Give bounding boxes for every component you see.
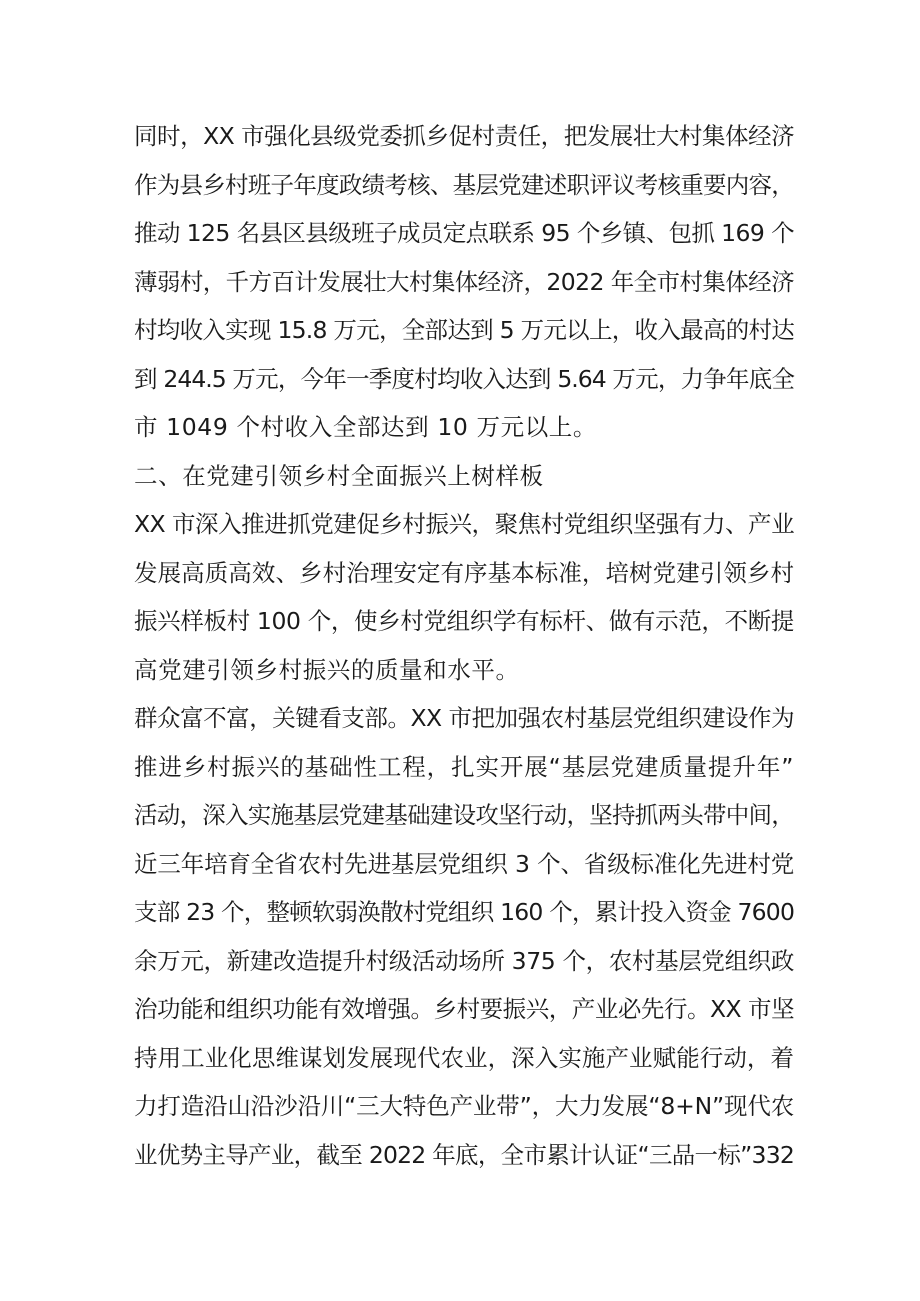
text-line: 力打造沿山沿沙沿川“三大特色产业带”，大力发展“8+N”现代农 (134, 1092, 794, 1120)
text-line: 村均收入实现 15.8 万元，全部达到 5 万元以上，收入最高的村达 (134, 316, 794, 344)
text-line: 治功能和组织功能有效增强。乡村要振兴，产业必先行。XX 市坚 (134, 995, 794, 1023)
text-line: 市 1049 个村收入全部达到 10 万元以上。 (134, 413, 597, 441)
text-line: 推进乡村振兴的基础性工程，扎实开展“基层党建质量提升年” (134, 752, 794, 781)
text-line: 业优势主导产业，截至 2022 年底，全市累计认证“三品一标”332 (134, 1140, 794, 1169)
text-line: 近三年培育全省农村先进基层党组织 3 个、省级标准化先进村党 (134, 849, 794, 878)
paragraph-model-villages (134, 500, 794, 694)
text-line: 到 244.5 万元，今年一季度村均收入达到 5.64 万元，力争年底全 (134, 364, 794, 393)
text-line: 持用工业化思维谋划发展现代农业，深入实施产业赋能行动，着 (134, 1043, 794, 1072)
document-body (134, 112, 794, 1179)
text-line: XX 市深入推进抓党建促乡村振兴，聚焦村党组织坚强有力、产业 (134, 510, 794, 538)
text-line: 高党建引领乡村振兴的质量和水平。 (134, 655, 520, 684)
text-line: 支部 23 个，整顿软弱涣散村党组织 160 个，累计投入资金 7600 (134, 898, 795, 926)
text-line: 振兴样板村 100 个，使乡村党组织学有标杆、做有示范，不断提 (134, 607, 794, 635)
text-line: 同时，XX 市强化县级党委抓乡促村责任，把发展壮大村集体经济 (134, 122, 794, 150)
heading-text: 二、在党建引领乡村全面振兴上树样板 (134, 461, 544, 490)
section-heading (134, 452, 794, 501)
text-line: 作为县乡村班子年度政绩考核、基层党建述职评议考核重要内容， (134, 170, 794, 199)
text-line: 群众富不富，关键看支部。XX 市把加强农村基层党组织建设作为 (134, 704, 794, 732)
text-line: 薄弱村，千方百计发展壮大村集体经济，2022 年全市村集体经济 (134, 267, 794, 296)
paragraph-party-branch (134, 694, 794, 1179)
text-line: 发展高质高效、乡村治理安定有序基本标准，培树党建引领乡村 (134, 558, 794, 587)
paragraph-collective-economy (134, 112, 794, 452)
text-line: 推动 125 名县区县级班子成员定点联系 95 个乡镇、包抓 169 个 (134, 219, 794, 247)
text-line: 余万元，新建改造提升村级活动场所 375 个，农村基层党组织政 (134, 946, 794, 975)
text-line: 活动，深入实施基层党建基础建设攻坚行动，坚持抓两头带中间， (134, 801, 794, 829)
